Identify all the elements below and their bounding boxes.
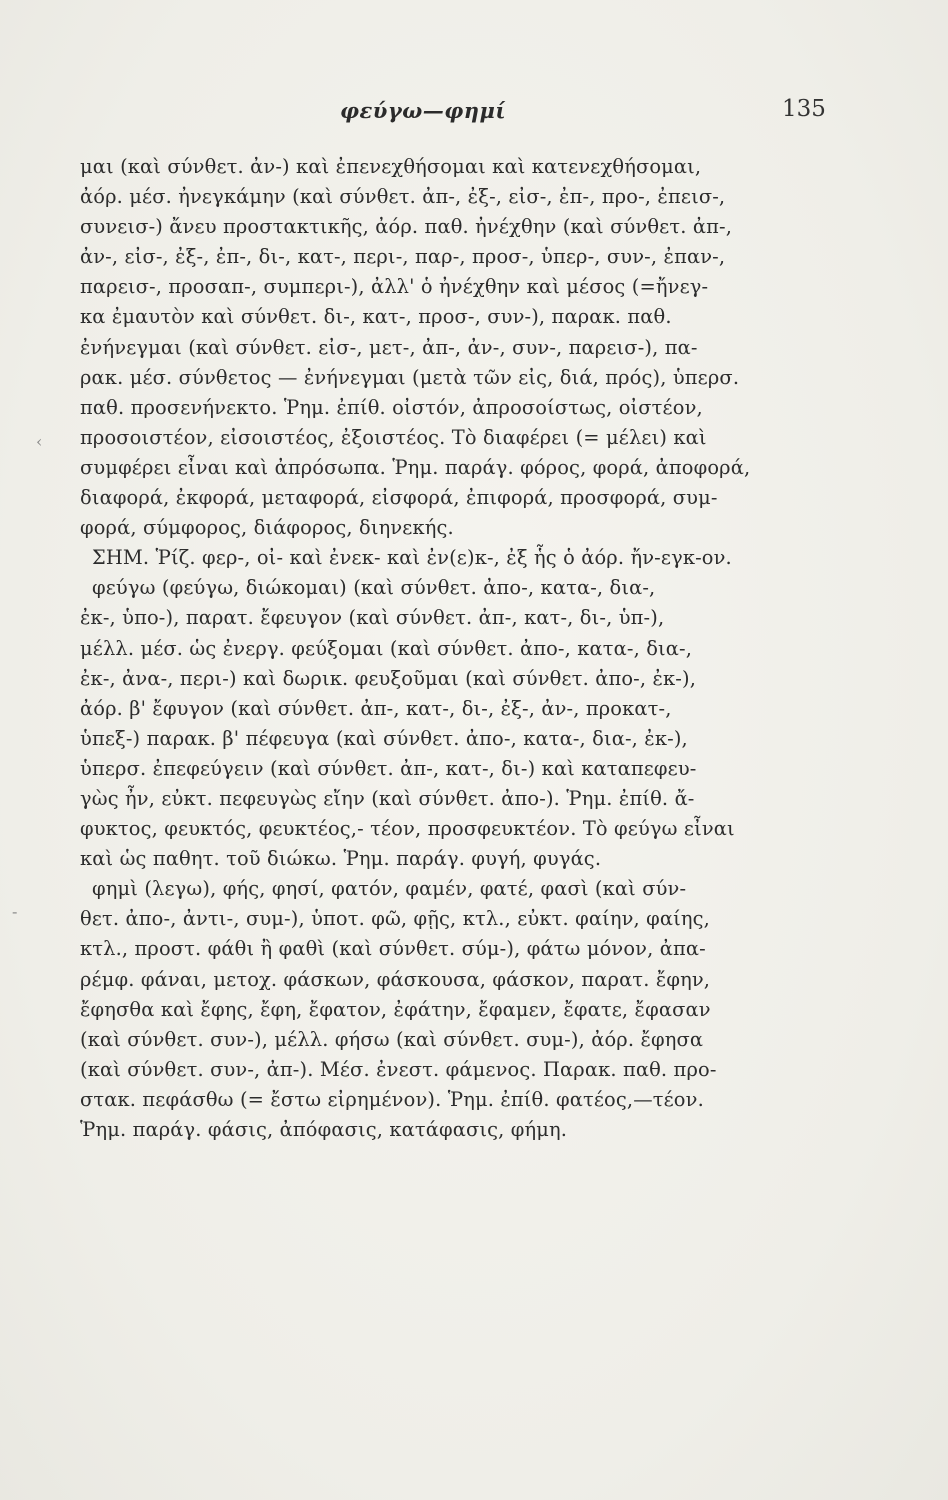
text-line: κτλ., προστ. φάθι ἢ φαθὶ (καὶ σύνθετ. σύμ-), φάτω μόνον, ἀπα- — [80, 937, 706, 961]
note-line: ΣΗΜ. Ῥίζ. φερ-, οἰ- καὶ ἐνεκ- καὶ ἐν(ε)κ-, ἐξ ἧς ὁ ἀόρ. ἤν-εγκ-ον. — [92, 546, 732, 570]
text-line: ρακ. μέσ. σύνθετος — ἐνήνεγμαι (μετὰ τῶν εἰς, διά, πρός), ὑπερσ. — [80, 365, 740, 389]
text-line: ἀόρ. μέσ. ἠνεγκάμην (καὶ σύνθετ. ἀπ-, ἐξ-, εἰσ-, ἐπ-, προ-, ἐπεισ-, — [80, 185, 726, 209]
text-line: ἀόρ. β' ἔφυγον (καὶ σύνθετ. ἀπ-, κατ-, δι-, ἐξ-, ἀν-, προκατ-, — [80, 696, 672, 720]
text-line: (καὶ σύνθετ. συν-, ἀπ-). Μέσ. ἐνεστ. φάμενος. Παρακ. παθ. προ- — [80, 1057, 717, 1081]
dictionary-entries — [80, 152, 840, 1145]
text-line: μέλλ. μέσ. ὡς ἐνεργ. φεύξομαι (καὶ σύνθετ. ἀπο-, κατα-, δια-, — [80, 636, 693, 660]
text-line: (καὶ σύνθετ. συν-), μέλλ. φήσω (καὶ σύνθετ. συμ-), ἀόρ. ἔφησα — [80, 1027, 704, 1051]
margin-mark: ‹ — [36, 432, 43, 451]
text-line: παρεισ-, προσαπ-, συμπερι-), ἀλλ' ὁ ἠνέχθην καὶ μέσος (=ἤνεγ- — [80, 275, 709, 299]
text-line: ἔφησθα καὶ ἔφης, ἔφη, ἔφατον, ἐφάτην, ἔφαμεν, ἔφατε, ἔφασαν — [80, 997, 711, 1021]
text-line: φυκτος, φευκτός, φευκτέος,- τέον, προσφευκτέον. Τὸ φεύγω εἶναι — [80, 817, 735, 841]
text-line: ἐκ-, ὑπο-), παρατ. ἔφευγον (καὶ σύνθετ. ἀπ-, κατ-, δι-, ὑπ-), — [80, 606, 665, 630]
text-line: συμφέρει εἶναι καὶ ἀπρόσωπα. Ῥημ. παράγ. φόρος, φορά, ἀποφορά, — [80, 455, 751, 479]
text-line: θετ. ἀπο-, ἀντι-, συμ-), ὑποτ. φῶ, φῇς, κτλ., εὐκτ. φαίην, φαίης, — [80, 907, 710, 931]
text-line: ἀν-, εἰσ-, ἐξ-, ἐπ-, δι-, κατ-, περι-, παρ-, προσ-, ὑπερ-, συν-, ἐπαν-, — [80, 245, 726, 269]
text-line: παθ. προσενήνεκτο. Ῥημ. ἐπίθ. οἰστόν, ἀπροσοίστως, οἰστέον, — [80, 395, 703, 419]
text-line: διαφορά, ἐκφορά, μεταφορά, εἰσφορά, ἐπιφορά, προσφορά, συμ- — [80, 486, 718, 510]
text-line: γὼς ἦν, εὐκτ. πεφευγὼς εἴην (καὶ σύνθετ. ἀπο-). Ῥημ. ἐπίθ. ἄ- — [80, 786, 695, 810]
text-line: προσοιστέον, εἰσοιστέος, ἐξοιστέος. Τὸ διαφέρει (= μέλει) καὶ — [80, 425, 707, 449]
text-line: ὑπεξ-) παρακ. β' πέφευγα (καὶ σύνθετ. ἀπο-, κατα-, δια-, ἐκ-), — [80, 726, 688, 750]
text-line: Ῥημ. παράγ. φάσις, ἀπόφασις, κατάφασις, φήμη. — [80, 1118, 568, 1141]
entry-headword-line: φεύγω (φεύγω, διώκομαι) (καὶ σύνθετ. ἀπο-, κατα-, δια-, — [92, 576, 656, 600]
text-line: ρέμφ. φάναι, μετοχ. φάσκων, φάσκουσα, φάσκον, παρατ. ἔφην, — [80, 967, 711, 991]
text-line: ἐκ-, ἀνα-, περι-) καὶ δωρικ. φευξοῦμαι (καὶ σύνθετ. ἀπο-, ἐκ-), — [80, 666, 697, 690]
running-head: φεύγω—φημί — [340, 98, 506, 123]
text-line: κα ἐμαυτὸν καὶ σύνθετ. δι-, κατ-, προσ-, συν-), παρακ. παθ. — [80, 305, 672, 329]
text-line: ὑπερσ. ἐπεφεύγειν (καὶ σύνθετ. ἀπ-, κατ-, δι-) καὶ καταπεφευ- — [80, 756, 697, 780]
text-line: ἐνήνεγμαι (καὶ σύνθετ. εἰσ-, μετ-, ἀπ-, ἀν-, συν-, παρεισ-), πα- — [80, 335, 698, 359]
page-header — [0, 98, 948, 132]
text-line: φορά, σύμφορος, διάφορος, διηνεκής. — [80, 516, 454, 540]
margin-mark: - — [12, 902, 18, 921]
text-line: στακ. πεφάσθω (= ἔστω εἰρημένον). Ῥημ. ἐπίθ. φατέος,—τέον. — [80, 1087, 704, 1111]
page-number: 135 — [782, 96, 826, 122]
text-line: μαι (καὶ σύνθετ. ἀν-) καὶ ἐπενεχθήσομαι καὶ κατενεχθήσομαι, — [80, 155, 702, 178]
entry-headword-line: φημὶ (λεγω), φής, φησί, φατόν, φαμέν, φατέ, φασὶ (καὶ σύν- — [92, 877, 687, 901]
text-line: καὶ ὡς παθητ. τοῦ διώκω. Ῥημ. παράγ. φυγή, φυγάς. — [80, 847, 602, 871]
text-line: συνεισ-) ἄνευ προστακτικῆς, ἀόρ. παθ. ἠνέχθην (καὶ σύνθετ. ἀπ-, — [80, 215, 733, 239]
